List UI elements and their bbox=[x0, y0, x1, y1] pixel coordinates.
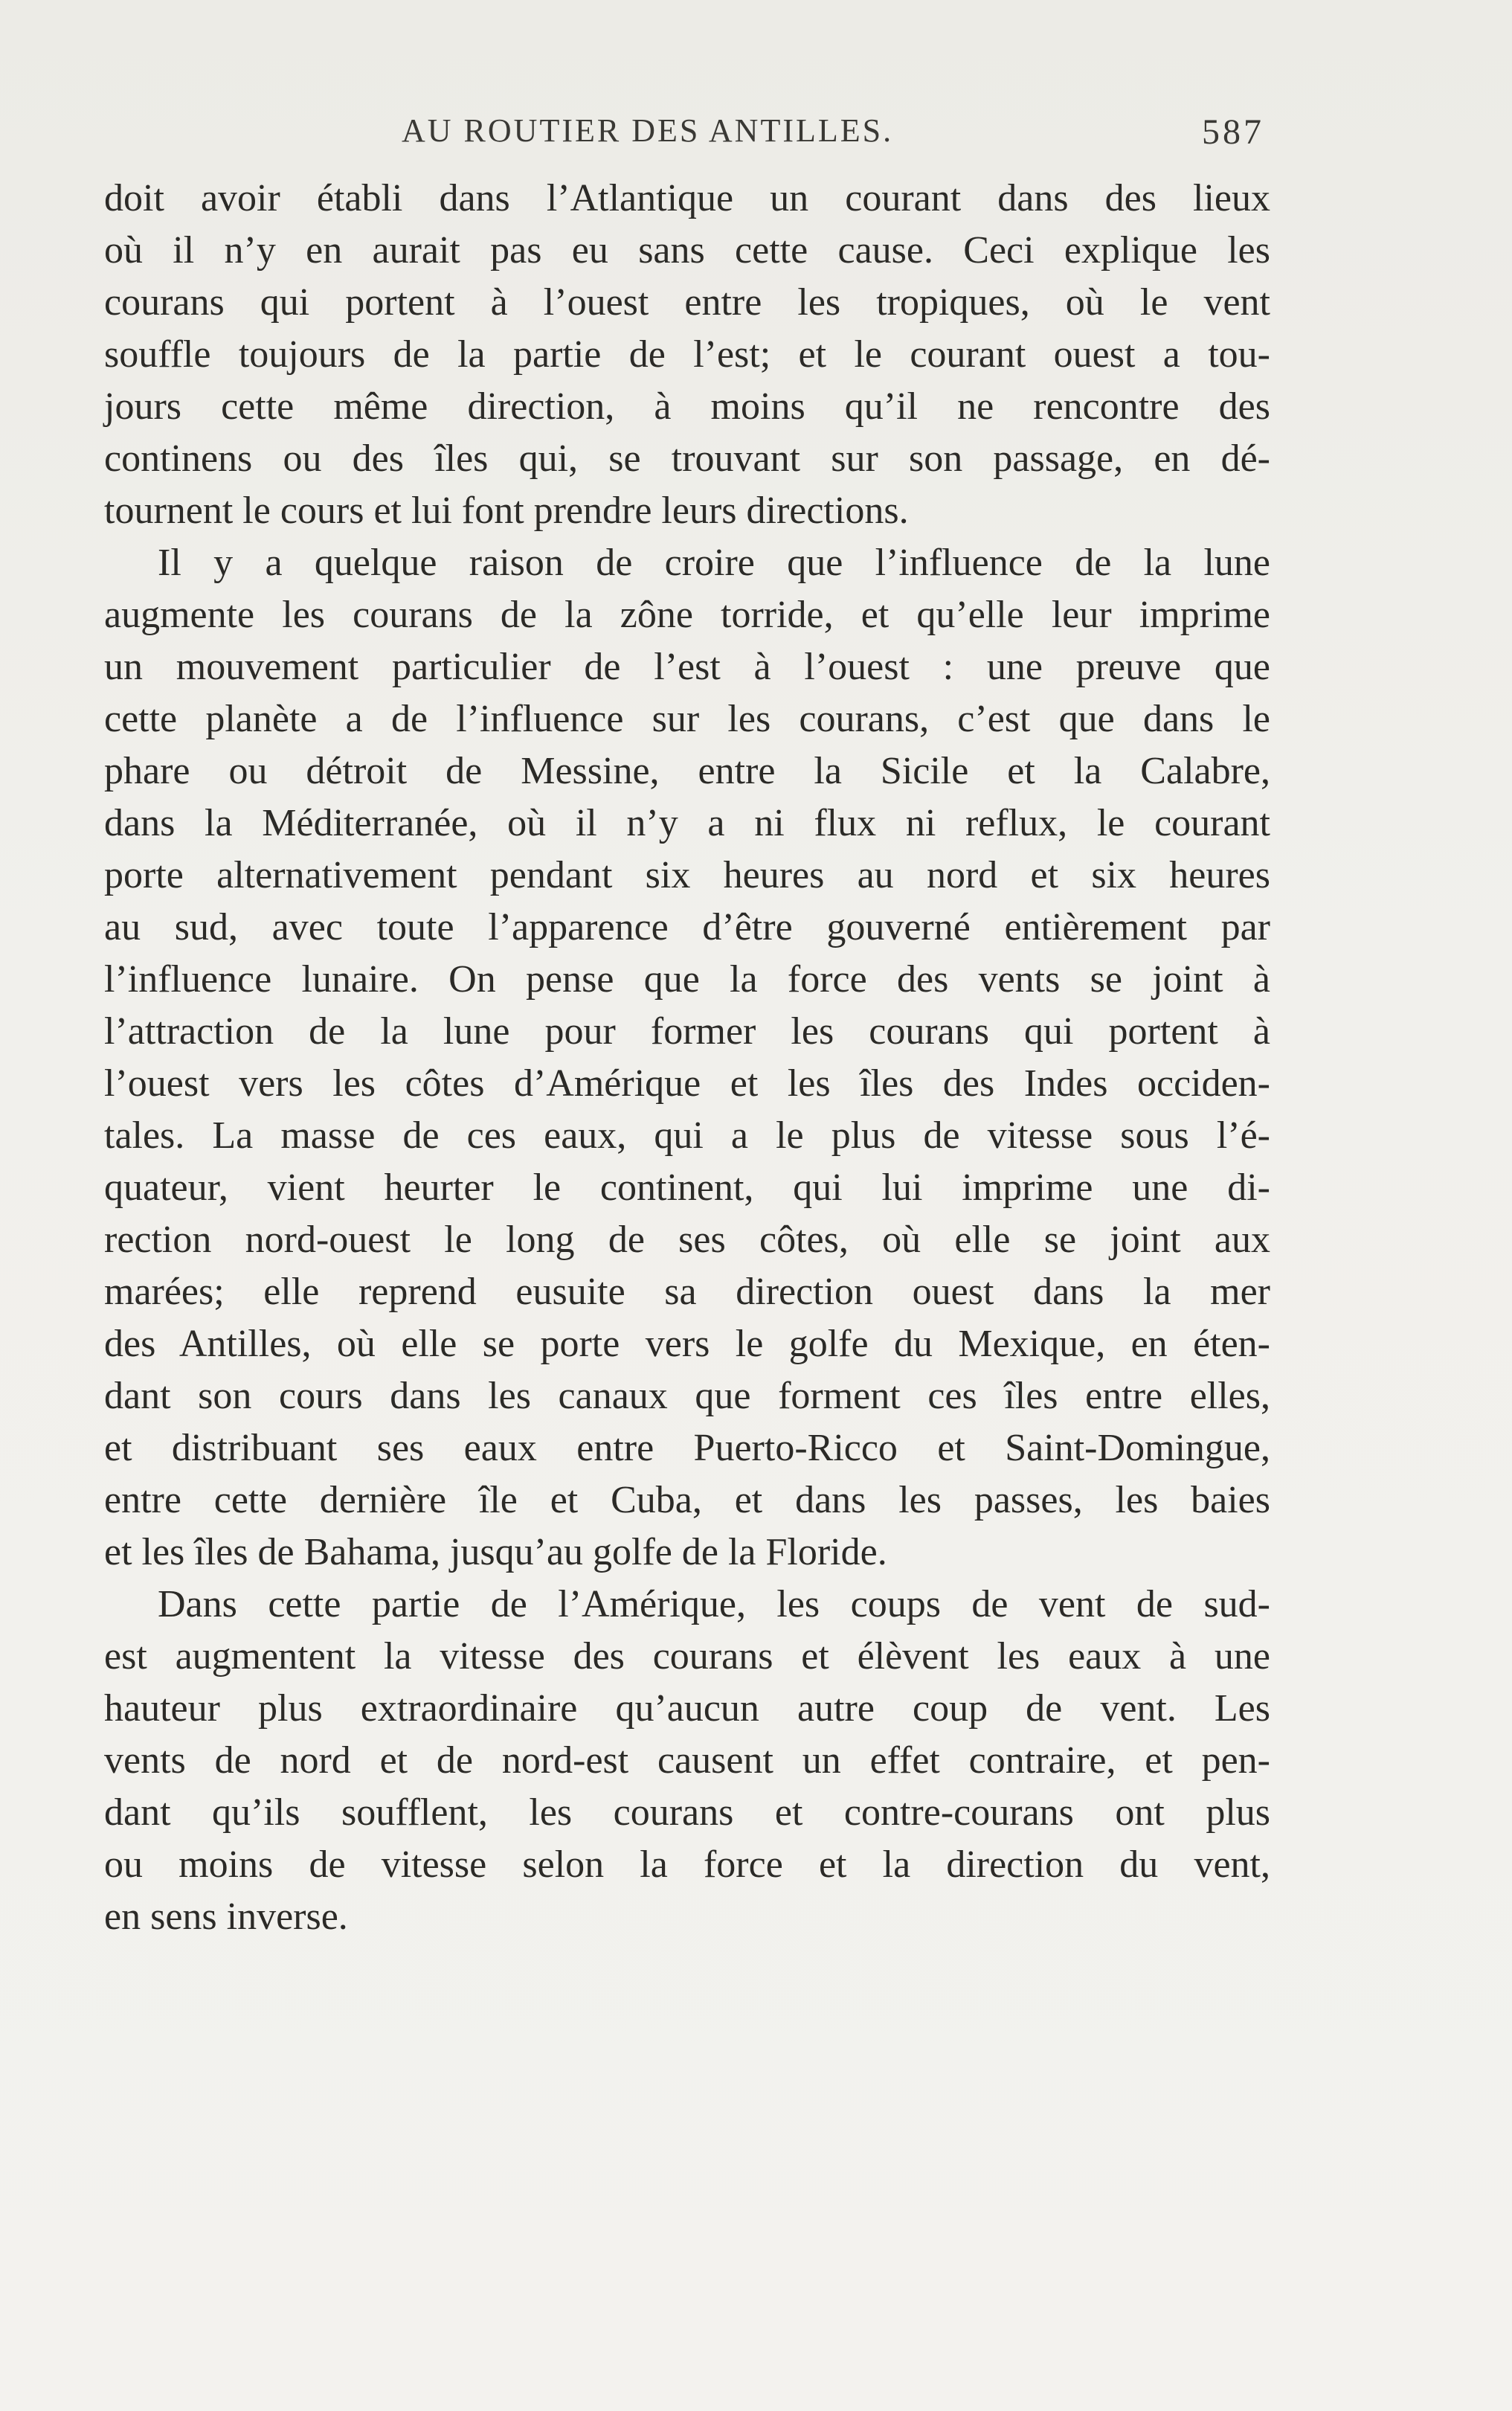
text-line: en sens inverse. bbox=[104, 1895, 348, 1938]
text-line: l’attraction de la lune pour former les courans qui portent à bbox=[104, 1010, 1270, 1053]
paragraph-start-line: Il y a quelque raison de croire que l’influence de la lune bbox=[158, 542, 1270, 584]
text-line: hauteur plus extraordinaire qu’aucun autre coup de vent. Les bbox=[104, 1687, 1270, 1730]
text-line: augmente les courans de la zône torride, et qu’elle leur imprime bbox=[104, 594, 1270, 636]
text-line: est augmentent la vitesse des courans et élèvent les eaux à une bbox=[104, 1635, 1270, 1678]
text-line: ou moins de vitesse selon la force et la direction du vent, bbox=[104, 1843, 1270, 1886]
running-head bbox=[104, 112, 1264, 164]
text-line: des Antilles, où elle se porte vers le golfe du Mexique, en éten- bbox=[104, 1323, 1270, 1365]
text-line: dant qu’ils soufflent, les courans et contre-courans ont plus bbox=[104, 1791, 1270, 1834]
text-line: tales. La masse de ces eaux, qui a le plus de vitesse sous l’é- bbox=[104, 1114, 1270, 1157]
text-line: et les îles de Bahama, jusqu’au golfe de la Floride. bbox=[104, 1531, 887, 1573]
paragraph-start-line: Dans cette partie de l’Amérique, les coups de vent de sud- bbox=[158, 1583, 1270, 1625]
text-line: courans qui portent à l’ouest entre les tropiques, où le vent bbox=[104, 281, 1270, 324]
text-line: phare ou détroit de Messine, entre la Sicile et la Calabre, bbox=[104, 750, 1270, 792]
text-line: et distribuant ses eaux entre Puerto-Ricco et Saint-Domingue, bbox=[104, 1427, 1270, 1469]
text-line: dans la Méditerranée, où il n’y a ni flux ni reflux, le courant bbox=[104, 802, 1270, 844]
text-line: l’influence lunaire. On pense que la force des vents se joint à bbox=[104, 958, 1270, 1001]
text-line: dant son cours dans les canaux que forment ces îles entre elles, bbox=[104, 1375, 1270, 1417]
text-line: marées; elle reprend eusuite sa direction ouest dans la mer bbox=[104, 1271, 1270, 1313]
text-line: au sud, avec toute l’apparence d’être gouverné entièrement par bbox=[104, 906, 1270, 948]
text-line: vents de nord et de nord-est causent un effet contraire, et pen- bbox=[104, 1739, 1270, 1782]
text-line: où il n’y en aurait pas eu sans cette cause. Ceci explique les bbox=[104, 229, 1270, 272]
text-line: tournent le cours et lui font prendre leurs directions. bbox=[104, 489, 909, 532]
running-title: AU ROUTIER DES ANTILLES. bbox=[402, 112, 894, 149]
text-line: jours cette même direction, à moins qu’il ne rencontre des bbox=[104, 385, 1270, 428]
text-line: cette planète a de l’influence sur les courans, c’est que dans le bbox=[104, 698, 1270, 740]
text-line: souffle toujours de la partie de l’est; et le courant ouest a tou- bbox=[104, 333, 1270, 376]
text-line: entre cette dernière île et Cuba, et dans les passes, les baies bbox=[104, 1479, 1270, 1521]
page-number: 587 bbox=[1202, 112, 1264, 152]
text-line: doit avoir établi dans l’Atlantique un courant dans des lieux bbox=[104, 177, 1270, 219]
text-line: l’ouest vers les côtes d’Amérique et les îles des Indes occiden- bbox=[104, 1062, 1270, 1105]
text-line: porte alternativement pendant six heures au nord et six heures bbox=[104, 854, 1270, 896]
text-line: rection nord-ouest le long de ses côtes, où elle se joint aux bbox=[104, 1219, 1270, 1261]
text-line: un mouvement particulier de l’est à l’ouest : une preuve que bbox=[104, 646, 1270, 688]
body-text bbox=[104, 173, 1270, 1943]
text-line: continens ou des îles qui, se trouvant sur son passage, en dé- bbox=[104, 437, 1270, 480]
text-line: quateur, vient heurter le continent, qui lui imprime une di- bbox=[104, 1166, 1270, 1209]
